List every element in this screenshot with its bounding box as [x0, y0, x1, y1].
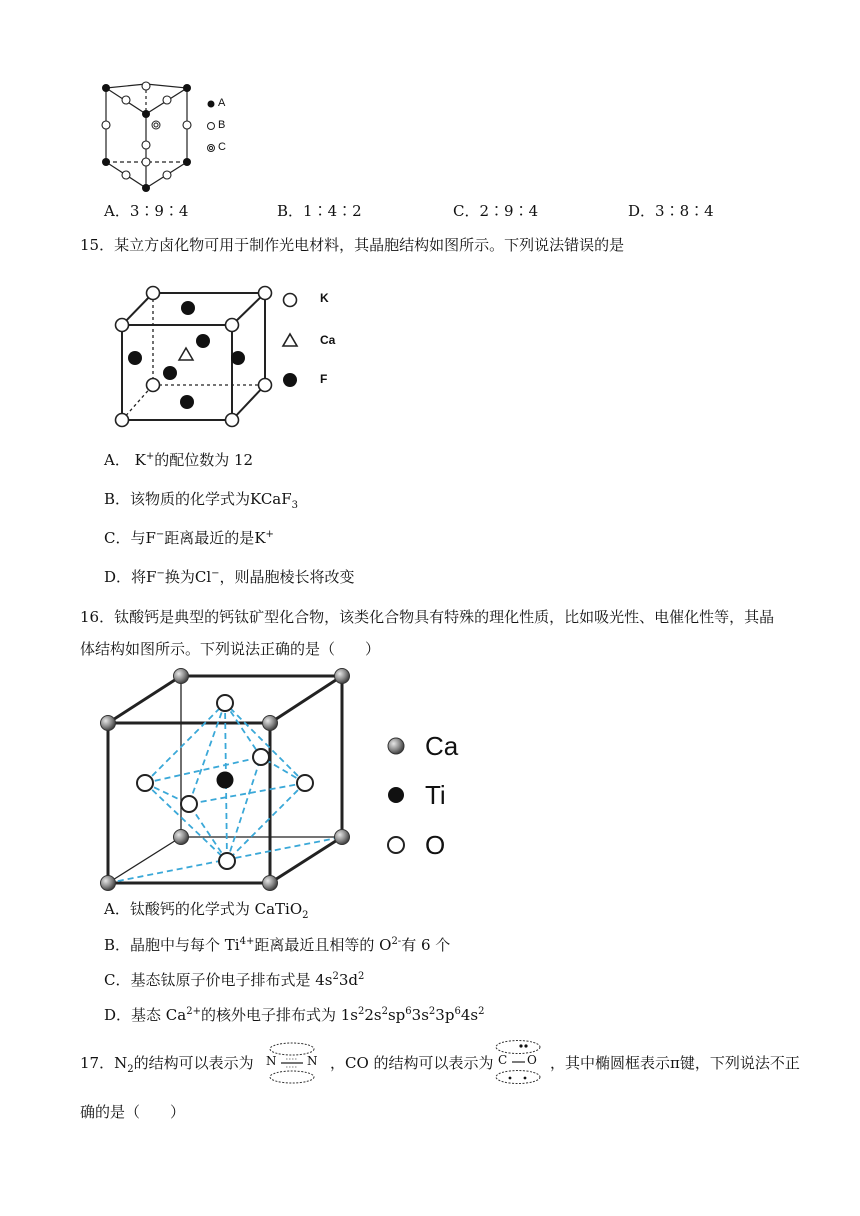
q16-option-d[interactable] — [104, 1005, 484, 1025]
q16-d-mid: 的核外电子排布式为 1s — [200, 1006, 358, 1024]
q14-option-d[interactable]: D．3∶8∶4 — [628, 202, 714, 220]
q15-c-charge1: − — [155, 529, 165, 540]
q15-b-text: B．该物质的化学式为 — [104, 490, 251, 508]
q15-a-ion: K — [134, 451, 146, 469]
q15-option-a[interactable] — [104, 450, 253, 470]
q14-options — [104, 201, 824, 223]
q14-legend-c: C — [218, 141, 226, 153]
co-structure-diagram — [492, 1038, 544, 1086]
co-atom-o: O — [527, 1053, 537, 1067]
q16-d-s2: 2 — [381, 1006, 388, 1017]
q16-d-t5: 3p — [435, 1006, 455, 1024]
q15-c-prefix: C．与 — [104, 529, 146, 547]
q16-b-post: 有 6 个 — [401, 936, 451, 954]
q16-d-s4: 2 — [428, 1006, 436, 1017]
q15-d-charge2: − — [211, 568, 220, 579]
q15-a-charge: + — [145, 451, 155, 462]
q15-a-rest: 的配位数为 12 — [154, 451, 254, 469]
q16-option-c[interactable] — [104, 970, 364, 990]
q16-b-sup1: 4+ — [239, 936, 255, 947]
q16-d-t3: sp — [387, 1006, 406, 1024]
q16-d-t2: 2s — [364, 1006, 382, 1024]
n2-atom-right: N — [307, 1054, 318, 1068]
q15-figure — [100, 278, 360, 428]
q15-d-ion1: F — [146, 568, 157, 586]
q14-legend-a: A — [218, 97, 226, 109]
q16-option-b[interactable] — [104, 935, 450, 955]
q15-c-mid: 距离最近的是 — [164, 529, 255, 547]
q16-d-s3: 6 — [405, 1006, 412, 1017]
q15-b-sub: 3 — [291, 500, 299, 511]
q15-stem: 15．某立方卤化物可用于制作光电材料，其晶胞结构如图所示。下列说法错误的是 — [80, 236, 625, 254]
q16-d-s5: 6 — [454, 1006, 461, 1017]
q16-c-sup2: 2 — [358, 971, 365, 982]
q15-option-d[interactable] — [104, 567, 355, 587]
q15-d-ion2: Cl — [194, 568, 212, 586]
q17-p1-sub: 2 — [127, 1064, 134, 1075]
q15-d-prefix: D．将 — [104, 568, 147, 586]
q15-d-charge1: − — [156, 568, 165, 579]
q17-p2: 的结构可以表示为 — [133, 1054, 254, 1072]
q15-option-b[interactable] — [104, 489, 298, 509]
q16-a-text: A．钛酸钙的化学式为 CaTiO — [104, 900, 303, 918]
q16-d-t6: 4s — [460, 1006, 479, 1024]
q14-legend-b: B — [218, 119, 226, 131]
q16-b-mid: 距离最近且相等的 O — [254, 936, 392, 954]
q17-p1: 17．N — [80, 1054, 128, 1072]
q16-c-sup1: 2 — [332, 971, 339, 982]
q15-option-c[interactable] — [104, 528, 274, 548]
n2-structure-diagram — [262, 1040, 322, 1086]
q16-d-sup0: 2+ — [186, 1006, 201, 1017]
q16-legend-ti: Ti — [425, 780, 446, 810]
q17-stem-line2: 确的是（ ） — [80, 1103, 186, 1121]
q15-c-ion2: K — [254, 529, 266, 547]
q14-option-b[interactable]: B．1∶4∶2 — [277, 202, 362, 220]
q16-stem-line2: 体结构如图所示。下列说法正确的是（ ） — [80, 640, 381, 658]
q16-legend-o: O — [425, 830, 446, 860]
q16-legend-ca: Ca — [425, 731, 459, 761]
q15-d-rest: ，则晶胞棱长将改变 — [219, 568, 355, 586]
q15-c-charge2: + — [265, 529, 274, 540]
q16-option-a[interactable] — [104, 899, 309, 919]
q15-b-formula: KCaF — [250, 490, 292, 508]
q16-c-mid: 3d — [338, 971, 359, 989]
q15-c-ion1: F — [145, 529, 156, 547]
q15-legend-ca: Ca — [320, 333, 336, 347]
q15-d-mid: 换为 — [164, 568, 195, 586]
q16-d-pre: D．基态 Ca — [104, 1006, 187, 1024]
q16-stem-line1: 16．钛酸钙是典型的钙钛矿型化合物，该类化合物具有特殊的理化性质，比如吸光性、电催化性等，其晶 — [80, 608, 775, 626]
q14-prism-diagram — [90, 75, 260, 200]
q16-a-sub: 2 — [302, 910, 309, 921]
q14-figure — [90, 75, 260, 200]
n2-atom-left: N — [266, 1054, 277, 1068]
q15-legend-k: K — [320, 291, 329, 305]
q17-stem-line1 — [80, 1053, 254, 1073]
q16-b-pre: B．晶胞中与每个 Ti — [104, 936, 240, 954]
q16-b-sup2: 2- — [391, 936, 402, 947]
q16-d-s6: 2 — [478, 1006, 485, 1017]
q15-a-prefix: A． — [104, 451, 130, 469]
q17-p3: ，CO 的结构可以表示为 — [330, 1054, 494, 1072]
q16-d-t4: 3s — [411, 1006, 429, 1024]
co-atom-c: C — [498, 1053, 508, 1067]
q16-cell-diagram — [95, 665, 475, 895]
q16-figure — [95, 665, 475, 895]
q15-legend-f: F — [320, 372, 328, 386]
q14-option-a[interactable]: A．3∶9∶4 — [104, 202, 189, 220]
q16-d-s1: 2 — [357, 1006, 365, 1017]
q14-option-c[interactable]: C．2∶9∶4 — [453, 202, 539, 220]
q17-p4: ，其中椭圆框表示π键，下列说法不正 — [550, 1054, 800, 1072]
q16-c-pre: C．基态钛原子价电子排布式是 4s — [104, 971, 333, 989]
